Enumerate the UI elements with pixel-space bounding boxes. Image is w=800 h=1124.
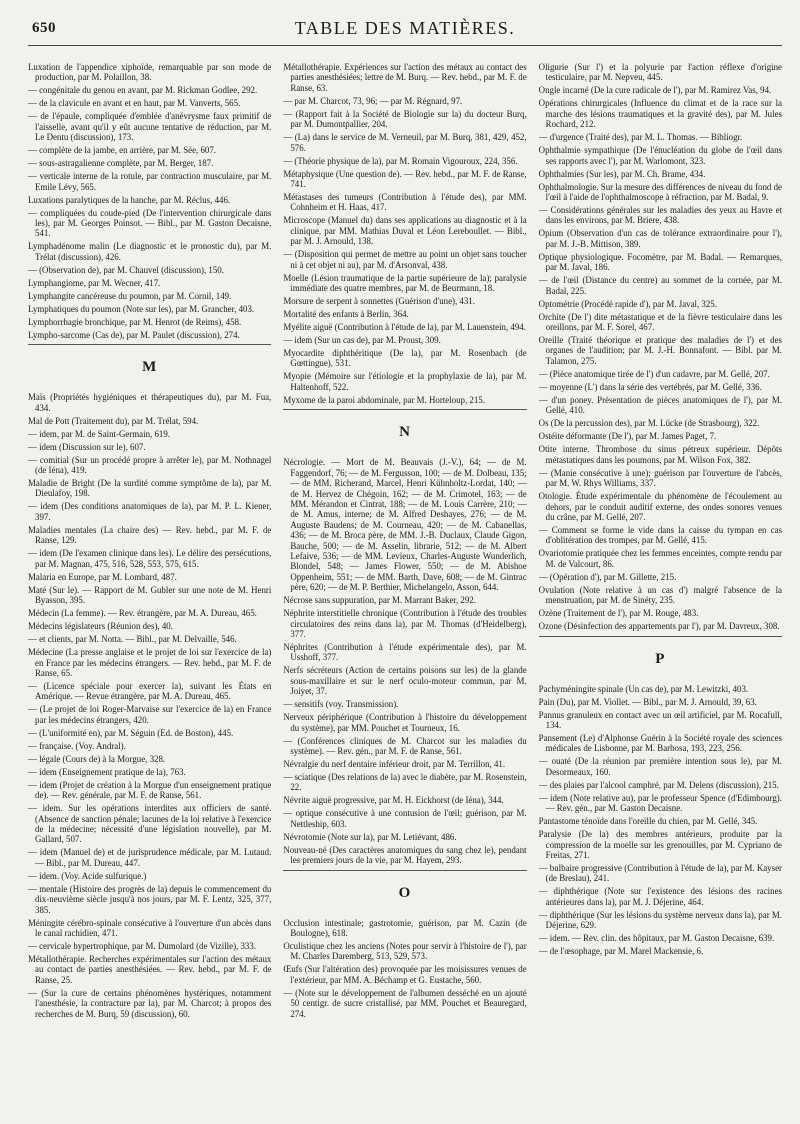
index-entry: Ovulation (Note relative à un cas d') malgré l'absence de la menstruation, par M. de Sinéty, 235. bbox=[538, 584, 782, 606]
index-entry: — optique consécutive à une contusion de l'œil; guérison, par M. Nettleship, 603. bbox=[283, 808, 527, 829]
index-entry: — (Sur la cure de certains phénomènes hystériques, notamment l'anesthésie, la contracture par la), par M. Charcot; à propos des recherches de M. Burq, 59 (discussion), 60. bbox=[28, 987, 272, 1019]
index-entry: Méningite cérébro-spinale consécutive à l'ouverture d'un abcès dans le canal rachidien, 471. bbox=[28, 917, 272, 938]
page-header bbox=[28, 14, 782, 46]
index-entry: — moyenne (L') dans la série des vertébrés, par M. Gellé, 336. bbox=[538, 381, 762, 392]
index-entry: Ozène (Traitement de l'), par M. Rouge, 483. bbox=[538, 608, 699, 619]
index-entry: Lymphatiques du poumon (Note sur les), par M. Grancher, 403. bbox=[28, 303, 255, 314]
index-entry: — par M. Charcot, 73, 96; — par M. Régnard, 97. bbox=[283, 95, 463, 106]
index-entry: Néphrite interstitielle chronique (Contribution à l'étude des troubles circulatoires des reins dans la), par M. Thomas (d'Heidelberg), 377. bbox=[283, 608, 527, 639]
index-entry: — idem (De l'examen clinique dans les). Le délire des persécutions, par M. Magnan, 475, 516, 528, 553, 575, 615. bbox=[28, 548, 272, 569]
section-divider bbox=[28, 344, 271, 345]
index-entry: — idem (Manuel de) et de jurisprudence médicale, par M. Lutaud. — Bibl., par M. Dureau, 447. bbox=[28, 847, 272, 868]
index-entry: Ongle incarné (De la cure radicale de l'), par M. Ramirez Vas, 94. bbox=[538, 85, 772, 96]
index-entry: — congénitale du genou en avant, par M. Rickman Godlee, 292. bbox=[28, 85, 258, 96]
index-entry: Mal de Pott (Traitement du), par M. Trélat, 594. bbox=[28, 415, 199, 426]
index-entry: — idem. Sur les opérations interdites aux officiers de santé. (Absence de sanction pénale; lacunes de la loi relative à l'exercice de la médecine; nécessité d'une législation nouvelle), par M. Gallard, 507. bbox=[28, 803, 272, 845]
index-entry: — diphthérique (Note sur l'existence des lésions des racines antérieures dans la), par M. J. Déjerine, 464. bbox=[538, 886, 782, 907]
index-entry: Mortalité des enfants à Berlin, 364. bbox=[283, 309, 409, 320]
index-entry: Ostéite déformante (De l'), par M. James Paget, 7. bbox=[538, 431, 717, 442]
index-entry: — de l'œil (Distance du centre) au sommet de la cornée, par M. Badal, 225. bbox=[538, 275, 782, 296]
index-entry: Médecine (La presse anglaise et le projet de loi sur l'exercice de la) en France par les médecins étrangers. — Rev. hebd., par M. F. de Ranse, 65. bbox=[28, 647, 272, 678]
index-entry: Ovariotomie pratiquée chez les femmes enceintes, compte rendu par M. de Valcourt, 86. bbox=[538, 548, 782, 569]
index-entry: Lymphangiome, par M. Wecner, 417. bbox=[28, 277, 161, 288]
index-column-right bbox=[539, 62, 782, 1122]
index-entry: Pannus granuleux en contact avec un œil artificiel, par M. Rocafull, 134. bbox=[538, 709, 782, 730]
index-entry: — (Disposition qui permet de mettre au point un objet sans toucher ni à cet objet ni au), par M. d'Arsonval, 438. bbox=[283, 249, 527, 270]
index-entry: — (Théorie physique de la), par M. Romain Vigouroux, 224, 356. bbox=[283, 155, 518, 166]
index-entry: Lymphangite cancéreuse du poumon, par M. Cornil, 149. bbox=[28, 290, 232, 301]
section-letter: O bbox=[398, 884, 412, 901]
index-entry: Occlusion intestinale; gastrotomie, guérison, par M. Cazin (de Boulogne), 618. bbox=[283, 917, 527, 939]
index-entry: Nécrose sans suppuration, par M. Marrant Baker, 292. bbox=[283, 595, 476, 606]
section-letter: M bbox=[142, 359, 158, 376]
index-entry: — d'un poney. Présentation de pièces anatomiques de l'), par M. Gellé, 410. bbox=[538, 394, 782, 416]
index-entry: Oligurie (Sur l') et la polyurie par l'action réflexe d'origine testiculaire, par M. Nepveu, 445. bbox=[538, 62, 782, 83]
index-entry: — (La) dans le service de M. Verneuil, par M. Burq, 381, 429, 452, 576. bbox=[283, 132, 527, 153]
index-entry: Névrotomie (Note sur la), par M. Letiévant, 486. bbox=[283, 831, 457, 842]
index-entry: — idem. (Voy. Acide sulfurique.) bbox=[28, 870, 147, 881]
index-entry: — de la clavicule en avant et en haut, par M. Vanverts, 565. bbox=[28, 98, 241, 109]
index-entry: Métastases des tumeurs (Contribution à l'étude des), par MM. Cohnheim et H. Haas, 417. bbox=[283, 192, 527, 213]
index-column-middle bbox=[283, 62, 526, 1122]
index-entry: Moelle (Lésion traumatique de la partie supérieure de la); paralysie immédiate des quatre membres, par M. de Beurmann, 18. bbox=[283, 272, 527, 294]
index-entry: Maïs (Propriétés hygiéniques et thérapeutiques du), par M. Fua, 434. bbox=[28, 392, 272, 413]
index-entry: — idem (Note relative au), par le professeur Spence (d'Edimbourg). — Rev. gén., par M. Gaston Decaisne. bbox=[538, 792, 782, 814]
index-column-left bbox=[28, 62, 271, 1122]
running-title: TABLE DES MATIÈRES. bbox=[294, 18, 516, 38]
index-entry: Opérations chirurgicales (Influence du climat et de la race sur la marche des lésions traumatiques et la gravité des), par M. Jules Rochard, 212. bbox=[538, 98, 782, 130]
index-entry: Nerveux périphérique (Contribution à l'histoire du développement du système), par MM. Pouchet et Tourneux, 16. bbox=[283, 712, 527, 733]
index-entry: Myocardite diphthéritique (De la), par M. Rosenbach (de Gœttingue), 531. bbox=[283, 348, 527, 369]
section-divider bbox=[283, 870, 526, 871]
index-entry: — Considérations générales sur les maladies des yeux au Havre et dans les environs, par M. Briere, 438. bbox=[538, 205, 782, 226]
index-entry: — idem. — Rev. clin. des hôpitaux, par M. Gaston Decaisne, 639. bbox=[538, 933, 775, 944]
index-entry: Pansement (Le) d'Alphonse Guérin à la Société royale des sciences médicales de Lisbonne, par M. Barbosa, 193, 223, 256. bbox=[538, 732, 782, 754]
index-entry: — (Licence spéciale pour exercer la), suivant les États en Amérique. — Revue étrangère, par M. A. Dureau, 465. bbox=[28, 680, 272, 702]
index-entry: Microscope (Manuel du) dans ses applications au diagnostic et à la clinique, par MM. Mathias Duval et Léon Lereboullet. — Bibl., par M. J. Arnould, 138. bbox=[283, 215, 527, 247]
index-entry: Médecins législateurs (Réunion des), 40. bbox=[28, 621, 173, 632]
index-entry: Paralysie (De la) des membres antérieurs, produite par la compression de la moelle sur les grenouilles, par M. Cypriano de Freitas, 271. bbox=[538, 829, 782, 860]
index-entry: — (Observation de), par M. Chauvel (discussion), 150. bbox=[28, 264, 224, 275]
section-divider bbox=[539, 636, 782, 637]
index-entry: Lympho-sarcome (Cas de), par M. Paulet (discussion), 274. bbox=[28, 329, 240, 340]
section-letter: P bbox=[655, 650, 666, 667]
index-entry: — française. (Voy. Andral). bbox=[28, 740, 126, 751]
index-entry: — idem (Enseignement pratique de la), 763. bbox=[28, 766, 186, 777]
index-entry: Os (De la percussion des), par M. Lücke (de Strasbourg), 322. bbox=[538, 418, 760, 429]
index-entry: — d'urgence (Traité des), par M. L. Thomas. — Bibliogr. bbox=[538, 132, 743, 143]
index-entry: — (Opération d'), par M. Gillette, 215. bbox=[538, 571, 677, 582]
index-entry: — cervicale hypertrophique, par M. Dumolard (de Vizille), 333. bbox=[28, 940, 257, 951]
index-entry: Nerfs sécréteurs (Action de certains poisons sur les) de la glande sous-maxillaire et sur le nerf oculo-moteur commun, par M. Joiyet, 37. bbox=[283, 665, 527, 697]
index-entry: — idem (Des conditions anatomiques de la), par M. P. L. Kiener, 397. bbox=[28, 501, 272, 522]
index-entry: — sensitifs (voy. Transmission). bbox=[283, 699, 399, 710]
index-entry: — (L'uniformité en), par M. Séguin (Ed. de Boston), 445. bbox=[28, 727, 234, 738]
index-entry: — (Manie consécutive à une); guérison par l'ouverture de l'abcès, par M. W. Rhys Williams, 337. bbox=[538, 467, 782, 489]
index-entry: Métallothérapie. Recherches expérimentales sur l'action des métaux au contact de parties anesthésiées. — Rev. hebd., par M. F. de Ranse, 25. bbox=[28, 953, 272, 985]
index-entry: Maladies mentales (La chaire des) — Rev. hebd., par M. F. de Ranse, 129. bbox=[28, 524, 272, 546]
index-entry: — verticale interne de la rotule, par contraction musculaire, par M. Emile Lévy, 565. bbox=[28, 171, 272, 192]
index-entry: Ozone (Désinfection des appartements par l'), par M. Davreux, 308. bbox=[538, 621, 780, 632]
index-entry: — (Rapport fait à la Société de Biologie sur la) du docteur Burq, par M. Dumontpallier, 204. bbox=[283, 108, 527, 130]
index-entry: — bulbaire progressive (Contribution à l'étude de la), par M. Kayser (de Breslau), 241. bbox=[538, 862, 782, 884]
index-entry: Ophthalmologie. Sur la mesure des différences de niveau du fond de l'œil à l'aide de l'ophthalmoscope à réfraction, par M. Badal, 9. bbox=[538, 181, 782, 203]
index-entry: Œufs (Sur l'altération des) provoquée par les moisissures venues de l'extérieur, par MM. A. Béchamp et G. Eustache, 560. bbox=[283, 964, 527, 985]
index-entry: — des plaies par l'alcool camphré, par M. Delens (discussion), 215. bbox=[538, 779, 779, 790]
index-entry: Oreille (Traité théorique et pratique des maladies de l') et des organes de l'audition; par M. J.-H. Bonnafont. — Bibl. par M. Talamon, 275. bbox=[538, 335, 782, 366]
index-entry: Métaphysique (Une question de). — Rev. hebd., par M. F. de Ranse, 741. bbox=[283, 168, 527, 190]
index-entry: — mentale (Histoire des progrès de la) depuis le commencement du dix-neuvième siècle jusqu'à nos jours, par M. F. Lentz, 325, 377, 385. bbox=[28, 883, 272, 915]
page-number: 650 bbox=[32, 20, 56, 36]
index-entry: — sous-astragalienne complète, par M. Berger, 187. bbox=[28, 158, 214, 169]
index-entry: — diphthérique (Sur les lésions du système nerveux dans la), par M. Déjerine, 629. bbox=[538, 909, 782, 931]
index-entry: Névrite aiguë progressive, par M. H. Eickhorst (de Iéna), 344. bbox=[283, 795, 504, 806]
index-entry: — de l'épaule, compliquée d'emblée d'anévrysme faux primitif de l'aisselle, avant qu'il y eût aucune tentative de réduction, par M. Le Dentu (discussion), 173. bbox=[28, 111, 272, 143]
index-entry: Maladie de Bright (De la surdité comme symptôme de la), par M. Dieulafoy, 198. bbox=[28, 478, 272, 499]
index-entry: — (Pièce anatomique tirée de l') d'un cadavre, par M. Gellé, 207. bbox=[538, 368, 770, 379]
index-entry: — (Note sur le développement de l'albumen desséché en un ajouté 50 centigr. de sucre cristallisé, par MM. Pouchet et Beauregard, 274. bbox=[283, 987, 527, 1019]
index-entry: Lymphorrhagie bronchique, par M. Henrot (de Reims), 458. bbox=[28, 316, 242, 327]
index-entry: Otite interne. Thrombose du sinus pétreux supérieur. Dépôts métastatiques dans les poumons, par M. Wilson Fox, 382. bbox=[538, 444, 782, 465]
index-entry: Otologie. Étude expérimentale du phénomène de l'écoulement au dehors, par le conduit auditif externe, des ondes sonores venues du crâne, par M. Gellé, 207. bbox=[538, 491, 782, 522]
index-entry: Luxations paralytiques de la hanche, par M. Réclus, 446. bbox=[28, 194, 231, 205]
index-entry: — idem, par M. de Saint-Germain, 619. bbox=[28, 428, 170, 439]
index-entry: Maté (Sur le). — Rapport de M. Gubler sur une note de M. Henri Byasson, 395. bbox=[28, 584, 272, 606]
index-entry: — idem (Discussion sur le), 607. bbox=[28, 441, 146, 452]
index-entry: Médecin (La femme). — Rev. étrangère, par M. A. Dureau, 465. bbox=[28, 608, 257, 619]
index-entry: Pain (Du), par M. Viollet. — Bibl., par M. J. Arnould, 39, 63. bbox=[538, 696, 757, 707]
index-entry: Ophthalmie sympathique (De l'énucléation du globe de l'œil dans ses rapports avec l'), par M. Warlomont, 323. bbox=[538, 145, 782, 166]
index-entry: Optométrie (Procédé rapide d'), par M. Javal, 325. bbox=[538, 298, 717, 309]
index-entry: Orchite (De l') dite métastatique et de la fièvre testiculaire dans les oreillons, par M. F. Sorel, 467. bbox=[538, 311, 782, 333]
index-entry: — complète de la jambe, en arrière, par M. Sée, 607. bbox=[28, 145, 217, 156]
index-entry: Lymphadénome malin (Le diagnostic et le pronostic du), par M. Trélat (discussion), 426. bbox=[28, 241, 272, 262]
index-entry: Nouveau-né (Des caractères anatomiques du sang chez le), pendant les premiers jours de la vie, par M. Hayem, 293. bbox=[283, 844, 527, 866]
index-entry: Oculistique chez les anciens (Notes pour servir à l'histoire de l'), par M. Charles Daremberg, 513, 529, 573. bbox=[283, 941, 527, 962]
index-entry: — et clients, par M. Notta. — Bibl., par M. Delvaille, 546. bbox=[28, 634, 237, 645]
index-entry: Malaria en Europe, par M. Lombard, 487. bbox=[28, 571, 177, 582]
index-entry: — comitial (Sur un procédé propre à arrêter le), par M. Nothnagel (de Iéna), 419. bbox=[28, 454, 272, 476]
index-entry: Myopie (Mémoire sur l'étiologie et la prophylaxie de la), par M. Haltenhoff, 522. bbox=[283, 371, 527, 392]
section-letter: N bbox=[399, 424, 411, 441]
index-entry: Nécrologie. — Mort de M. Beauvais (J.-V.), 64; — de M. Faggendorf, 76; — de M. Fergusson, 100; — de M. Dolbeau, 135; — de MM. Richerand, Marcel, Henri Kühnholtz-Lordat, 140; — de M. Hervez de Chégoin, 162; — de M. Crimotel, 163; — de MM. Mérandon et Cintrat, 188; — de M. Louis Carrère, 210; — de M. Amus, interne; de M. Alfred Deshayes, 276; — de M. Auguste Baudens; de M. Courneau, 420; — de M. Cabanellas, 436; — de M. Broca père, de MM. J.-B. Duclaux, Claude Gigon, Bauche, 500; — de M. Asselin, librarie, 512; — de M. Albert Lefaive, 536; — de MM. Levieux, Charles-Auguste Wunderlich, Blondel, 548; — James Flower, 550; — de M. Abishoe Oppenheim, 551; — de MM. Barth, Dave, 608; — de M. Gintrac père, 620; — de M. P. Berthier, Michelangelo, Asson, 644. bbox=[283, 457, 527, 593]
index-entry: — légale (Cours de) à la Morgue, 328. bbox=[28, 753, 166, 764]
index-entry: — idem (Sur un cas de), par M. Proust, 309. bbox=[283, 335, 441, 346]
index-entry: — sciatique (Des relations de la) avec le diabète, par M. Rosenstein, 22. bbox=[283, 772, 527, 793]
index-entry: Ophthalmies (Sur les), par M. Ch. Brame, 434. bbox=[538, 168, 706, 179]
index-entry: — Comment se forme le vide dans la caisse du tympan en cas d'oblitération des trompes, par M. Gellé, 415. bbox=[538, 524, 782, 546]
index-entry: Opium (Observation d'un cas de tolérance extraordinaire pour l'), par M. J.-B. Mittison, 389. bbox=[538, 228, 782, 249]
index-entry: Morsure de serpent à sonnettes (Guérison d'une), 431. bbox=[283, 296, 475, 307]
section-divider bbox=[283, 409, 526, 410]
index-entry: Pachyméningite spinale (Un cas de), par M. Lewitzki, 403. bbox=[538, 683, 749, 694]
index-entry: Optique physiologique. Focomètre, par M. Badal. — Remarques, par M. Javal, 186. bbox=[538, 251, 782, 273]
index-entry: — idem (Projet de création à la Morgue d'un enseignement pratique de). — Rev. générale, par M. F. de Ranse, 561. bbox=[28, 779, 272, 801]
index-entry: Myxome de la paroi abdominale, par M. Horteloup, 215. bbox=[283, 394, 485, 405]
index-entry: Myélite aiguë (Contribution à l'étude de la), par M. Lauenstein, 494. bbox=[283, 322, 526, 333]
index-entry: Névralgie du nerf dentaire inférieur droit, par M. Terrillon, 41. bbox=[283, 759, 506, 769]
index-columns bbox=[28, 62, 782, 1122]
index-entry: — (Le projet de loi Roger-Marvaise sur l'exercice de la) en France par les médecins étrangers, 420. bbox=[28, 704, 272, 725]
index-entry: — de l'œsophage, par M. Marel Mackensie, 6. bbox=[538, 946, 704, 957]
index-entry: — compliquées du coude-pied (De l'intervention chirurgicale dans les), par M. Georges Poinsot. — Bibl., par M. Gaston Decaisne, 541. bbox=[28, 207, 272, 239]
index-entry: Pantastome ténoïde dans l'oreille du chien, par M. Gellé, 345. bbox=[538, 816, 758, 827]
index-entry: — ouaté (De la réunion par première intention sous le), par M. Desormeaux, 160. bbox=[538, 756, 782, 777]
index-entry: Métallothérapie. Expériences sur l'action des métaux au contact des parties anesthésiées; lettre de M. Burq. — Rev. hebd., par M. F. de Ranse, 63. bbox=[283, 62, 527, 93]
index-entry: — (Conférences cliniques de M. Charcot sur les maladies du système). — Rev. gén., par M. F. de Ranse, 561. bbox=[283, 735, 527, 756]
index-entry: Néphrites (Contribution à l'étude expérimentale des), par M. Usshoff, 377. bbox=[283, 641, 527, 663]
index-entry: Luxation de l'appendice xiphoïde, remarquable par son mode de production, par M. Polaillon, 38. bbox=[28, 62, 272, 83]
